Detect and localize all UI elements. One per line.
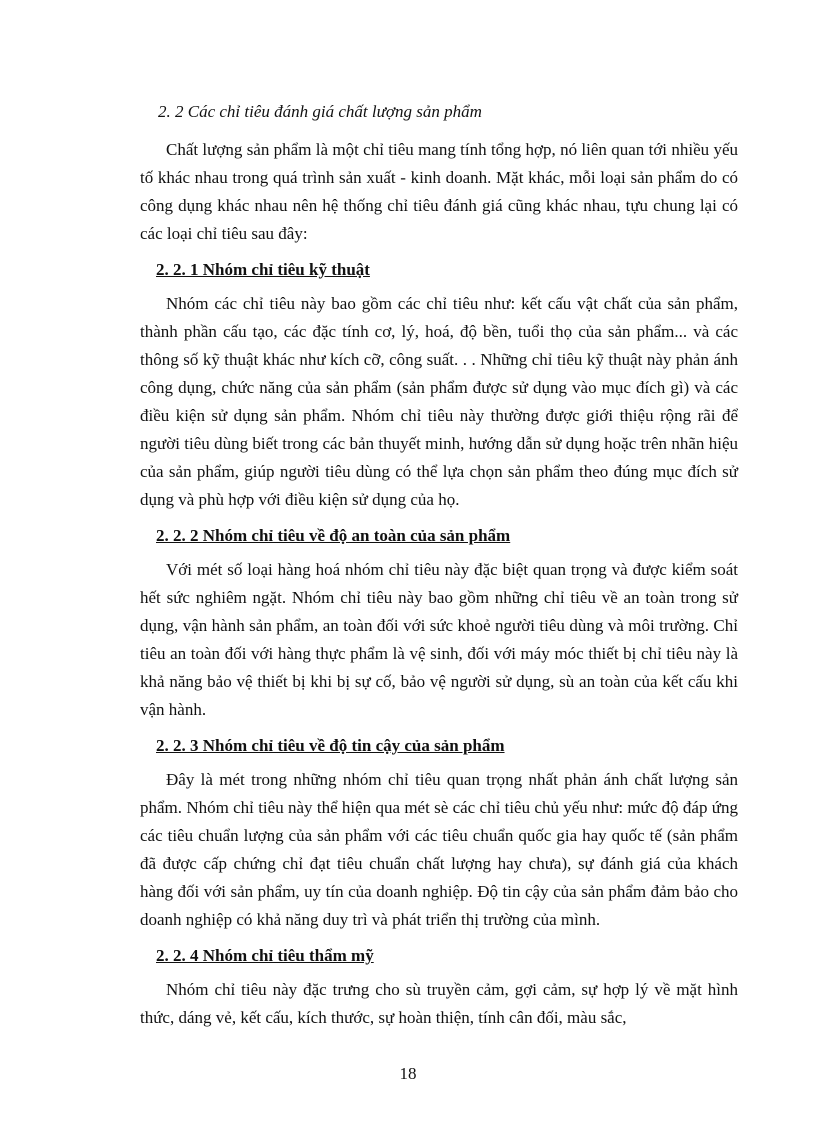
subsection-heading-technical: 2. 2. 1 Nhóm chỉ tiêu kỹ thuật: [156, 260, 370, 279]
page-number: 18: [399, 1064, 417, 1083]
subsection-body-reliability: Đây là mét trong những nhóm chỉ tiêu quan trọng nhất phản ánh chất lượng sản phẩm. Nhóm chỉ tiêu này thể hiện qua mét sè các chỉ tiêu chủ yếu như: mức độ đáp ứng các tiêu chuẩn lượng của sản phẩm với các tiêu chuẩn quốc gia hay quốc tế (sản phẩm đã được cấp chứng chỉ đạt tiêu chuẩn chất lượng hay chưa), sự đánh giá của khách hàng đối với sản phẩm, uy tín của doanh nghiệp. Độ tin cậy của sản phẩm đảm bảo cho doanh nghiệp có khả năng duy trì và phát triển thị trường của mình.: [140, 770, 738, 929]
subsection-heading-safety: 2. 2. 2 Nhóm chỉ tiêu về độ an toàn của sản phẩm: [156, 526, 511, 545]
subsection-body-safety: Với mét số loại hàng hoá nhóm chỉ tiêu này đặc biệt quan trọng và được kiểm soát hết sức nghiêm ngặt. Nhóm chỉ tiêu này bao gồm những chỉ tiêu về an toàn trong sử dụng, vận hành sản phẩm, an toàn đối với sức khoẻ người tiêu dùng và môi trường. Chỉ tiêu an toàn đối với hàng thực phẩm là vệ sinh, đối với máy móc thiết bị chỉ tiêu này là khả năng bảo vệ thiết bị khi bị sự cố, bảo vệ người sử dụng, sù an toàn của kết cấu khi vận hành.: [140, 560, 738, 719]
section-intro-paragraph: Chất lượng sản phẩm là một chỉ tiêu mang tính tổng hợp, nó liên quan tới nhiều yếu tố khác nhau trong quá trình sản xuất - kinh doanh. Mặt khác, mỗi loại sản phẩm do có công dụng khác nhau nên hệ thống chỉ tiêu đánh giá cũng khác nhau, tựu chung lại có các loại chỉ tiêu sau đây:: [140, 140, 738, 243]
subsection-heading-reliability: 2. 2. 3 Nhóm chỉ tiêu về độ tin cậy của sản phẩm: [156, 736, 505, 755]
section-title: 2. 2 Các chỉ tiêu đánh giá chất lượng sản phẩm: [158, 102, 482, 121]
subsection-body-technical: Nhóm các chỉ tiêu này bao gồm các chỉ tiêu như: kết cấu vật chất của sản phẩm, thành phần cấu tạo, các đặc tính cơ, lý, hoá, độ bền, tuổi thọ của sản phẩm... và các thông số kỹ thuật khác như kích cỡ, công suất. . . Những chỉ tiêu kỹ thuật này phản ánh công dụng, chức năng của sản phẩm (sản phẩm được sử dụng vào mục đích gì) và các điều kiện sử dụng sản phẩm. Nhóm chỉ tiêu này thường được giới thiệu rộng rãi để người tiêu dùng biết trong các bản thuyết minh, hướng dẫn sử dụng hoặc trên nhãn hiệu của sản phẩm, giúp người tiêu dùng có thể lựa chọn sản phẩm theo đúng mục đích sử dụng và phù hợp với điều kiện sử dụng của họ.: [140, 294, 738, 509]
subsection-body-aesthetic: Nhóm chỉ tiêu này đặc trưng cho sù truyền cảm, gợi cảm, sự hợp lý về mặt hình thức, dáng vẻ, kết cấu, kích thước, sự hoàn thiện, tính cân đối, màu sắc,: [140, 980, 738, 1027]
subsection-heading-aesthetic: 2. 2. 4 Nhóm chỉ tiêu thẩm mỹ: [156, 946, 374, 965]
